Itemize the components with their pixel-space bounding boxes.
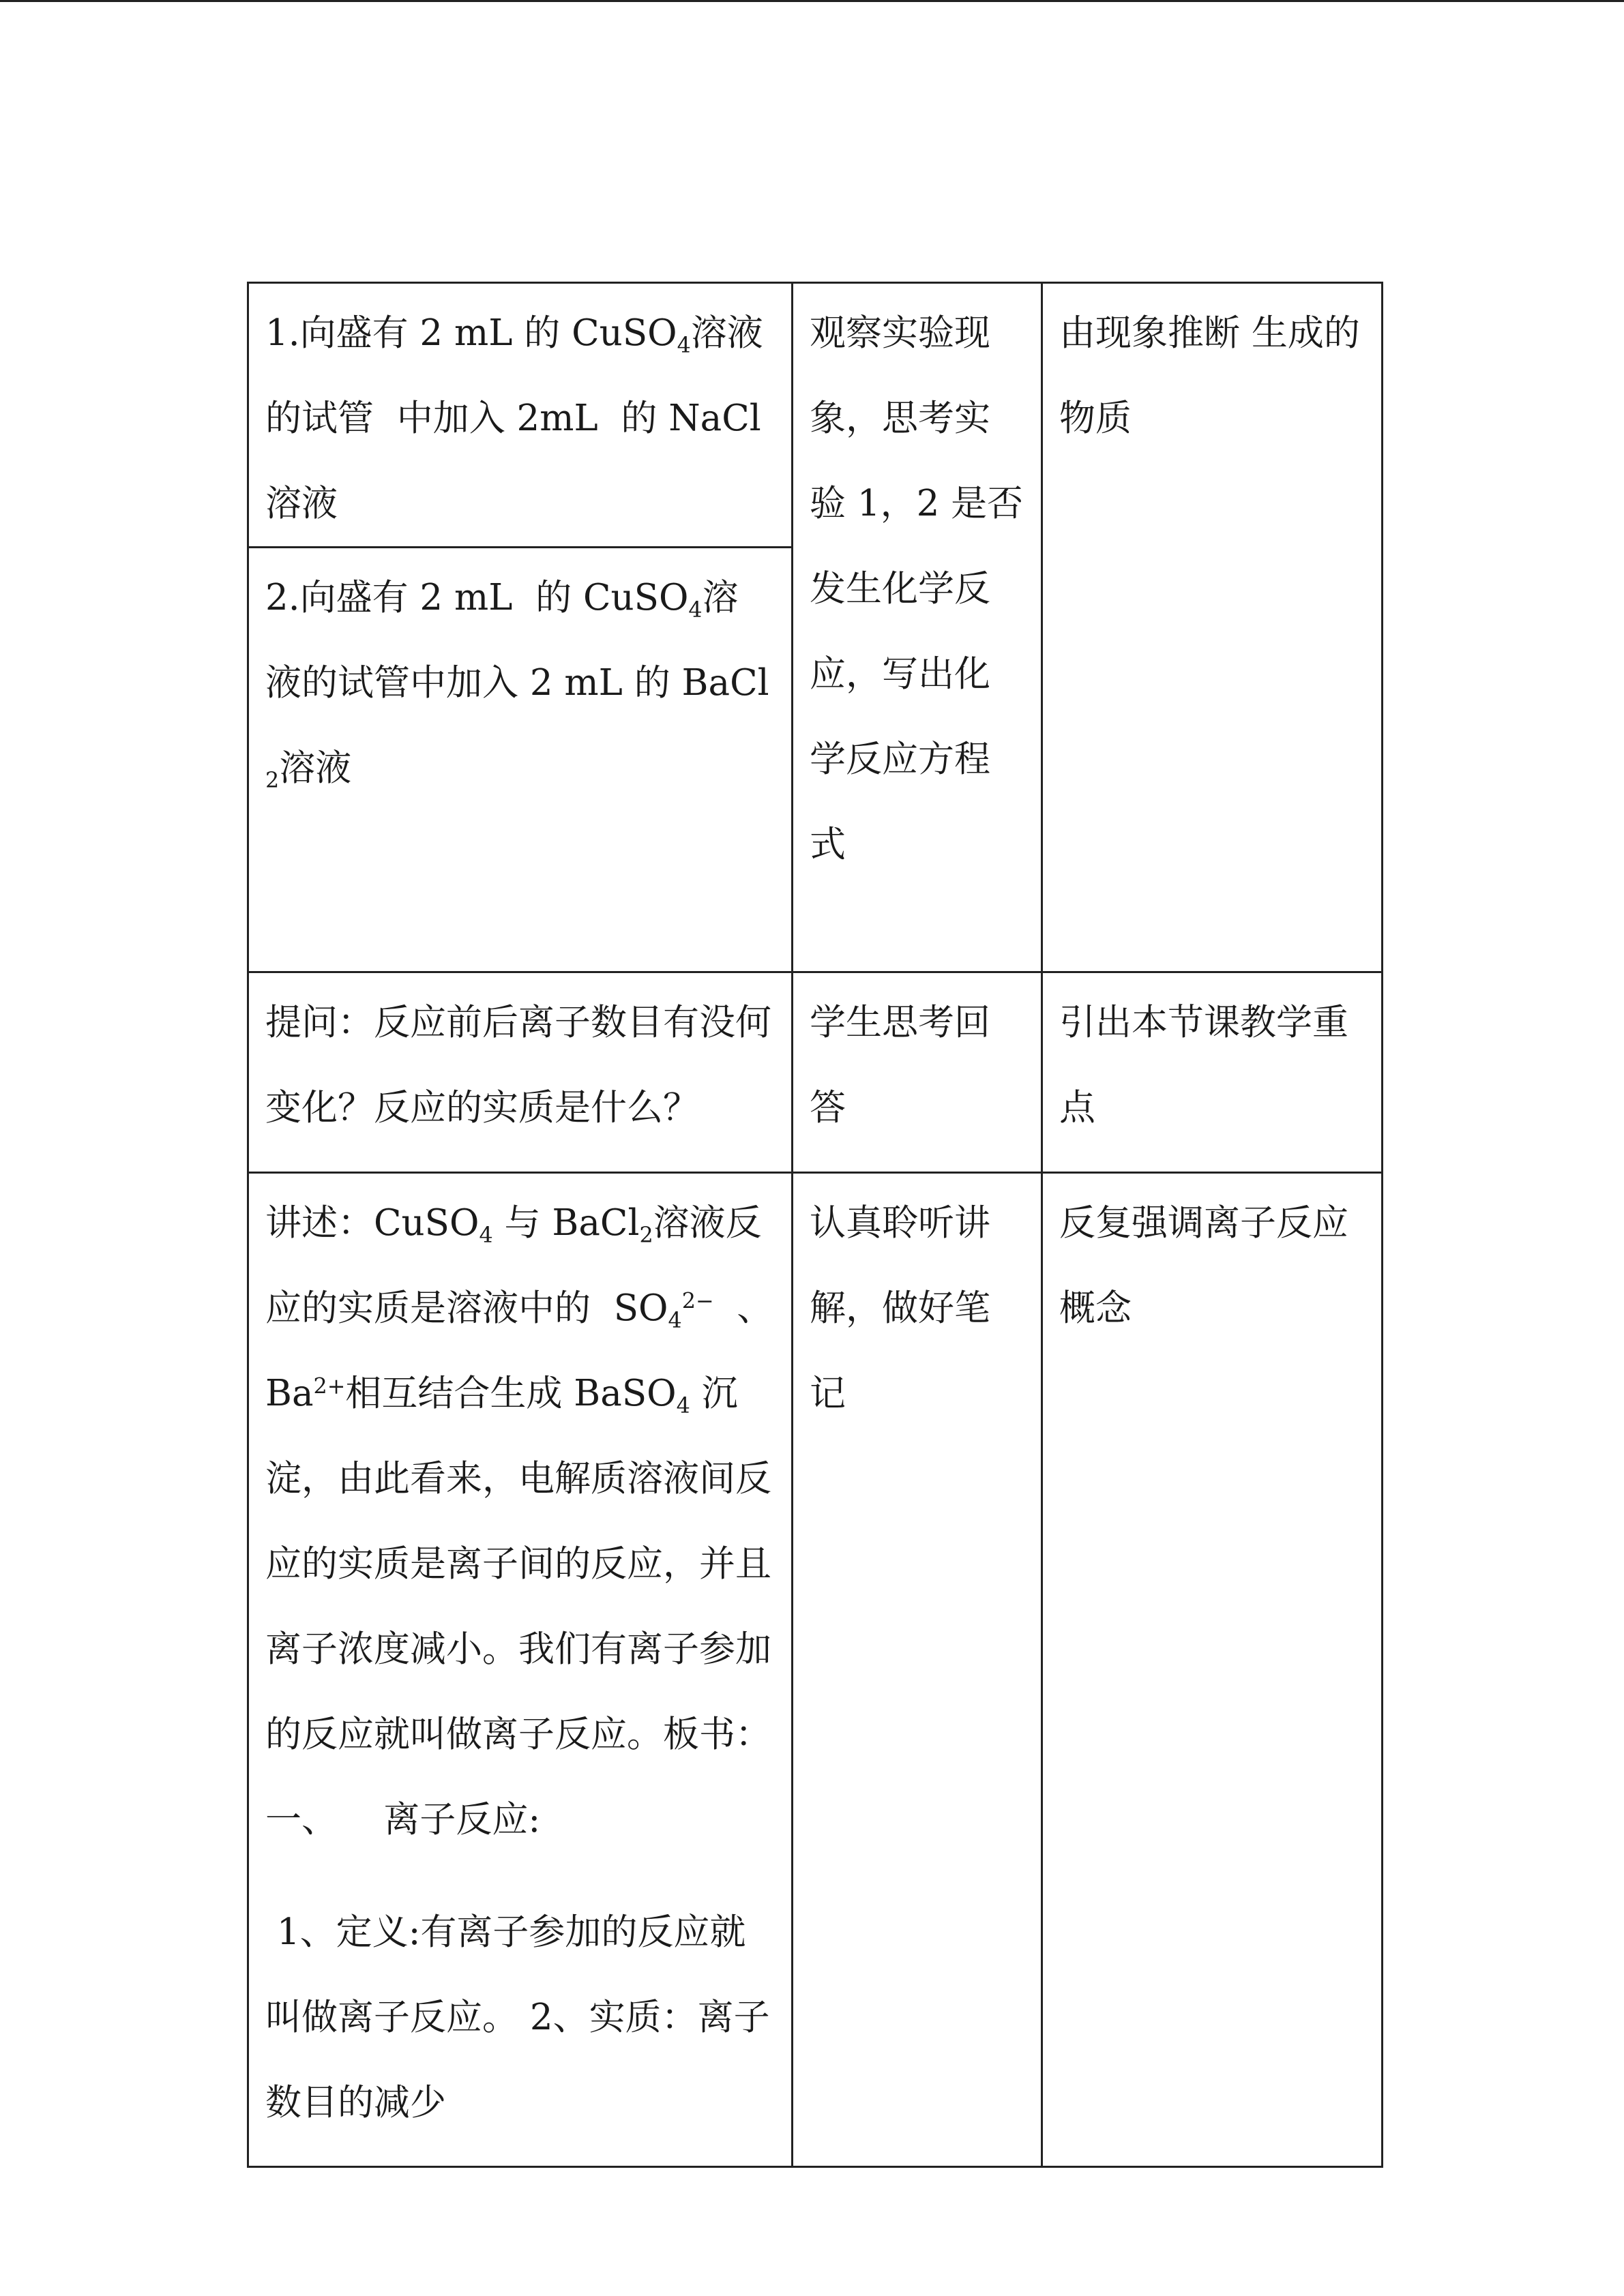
student-activity-cell [793,1173,1042,2167]
design-purpose-cell [1042,283,1383,972]
student-activity-cell [793,283,1042,972]
teacher-explanation-text: 讲述：CuSO$_4$ 与 BaCl$_2$溶液反应的实质是溶液中的 $SO_4^{2-}$ 、 $Ba^{2+}$相互结合生成 BaSO$_4$ 沉淀，由此看来，电解质溶液间反应的实质是离子间的反应，并且离子浓度减小。我们有离子参加的反应就叫做离子反应。板书： 一、 离子反应: [265,1202,795,1840]
page-top-border [0,0,1624,2]
table-row [248,1173,1383,2167]
design-purpose-text: 引出本节课教学重点 [1059,1002,1348,1129]
table-row [248,972,1383,1173]
teacher-explanation-cell [248,1173,793,2167]
teacher-question-text: 提问：反应前后离子数目有没何变化？反应的实质是什么？ [265,1002,771,1129]
student-activity-text: 学生思考回答 [810,1002,990,1129]
definition-text: 1、定义:有离子参加的反应就叫做离子反应。 2、实质：离子数目的减少 [265,1911,770,2123]
design-purpose-cell [1042,1173,1383,2167]
student-activity-cell [793,972,1042,1173]
student-activity-text: 认真聆听讲解，做好笔记 [810,1202,990,1414]
student-activity-text: 观察实验现象，思考实验 1，2 是否发生化学反应，写出化学反应方程式 [810,312,1024,865]
table-row [248,283,1383,548]
experiment-2-cell: 2.向盛有 2 mL 的 CuSO$_4$溶液的试管中加入 2 mL 的 BaCl$_2$溶液 [248,548,793,972]
design-purpose-cell [1042,972,1383,1173]
lesson-plan-table [247,282,1383,2168]
experiment-1-cell: 1.向盛有 2 mL 的 CuSO$_4$溶液的试管 中加入 2mL 的 NaCl 溶液 [248,283,793,548]
design-purpose-text: 反复强调离子反应概念 [1059,1202,1348,1329]
design-purpose-text: 由现象推断 生成的物质 [1059,312,1360,439]
teacher-question-cell [248,972,793,1173]
